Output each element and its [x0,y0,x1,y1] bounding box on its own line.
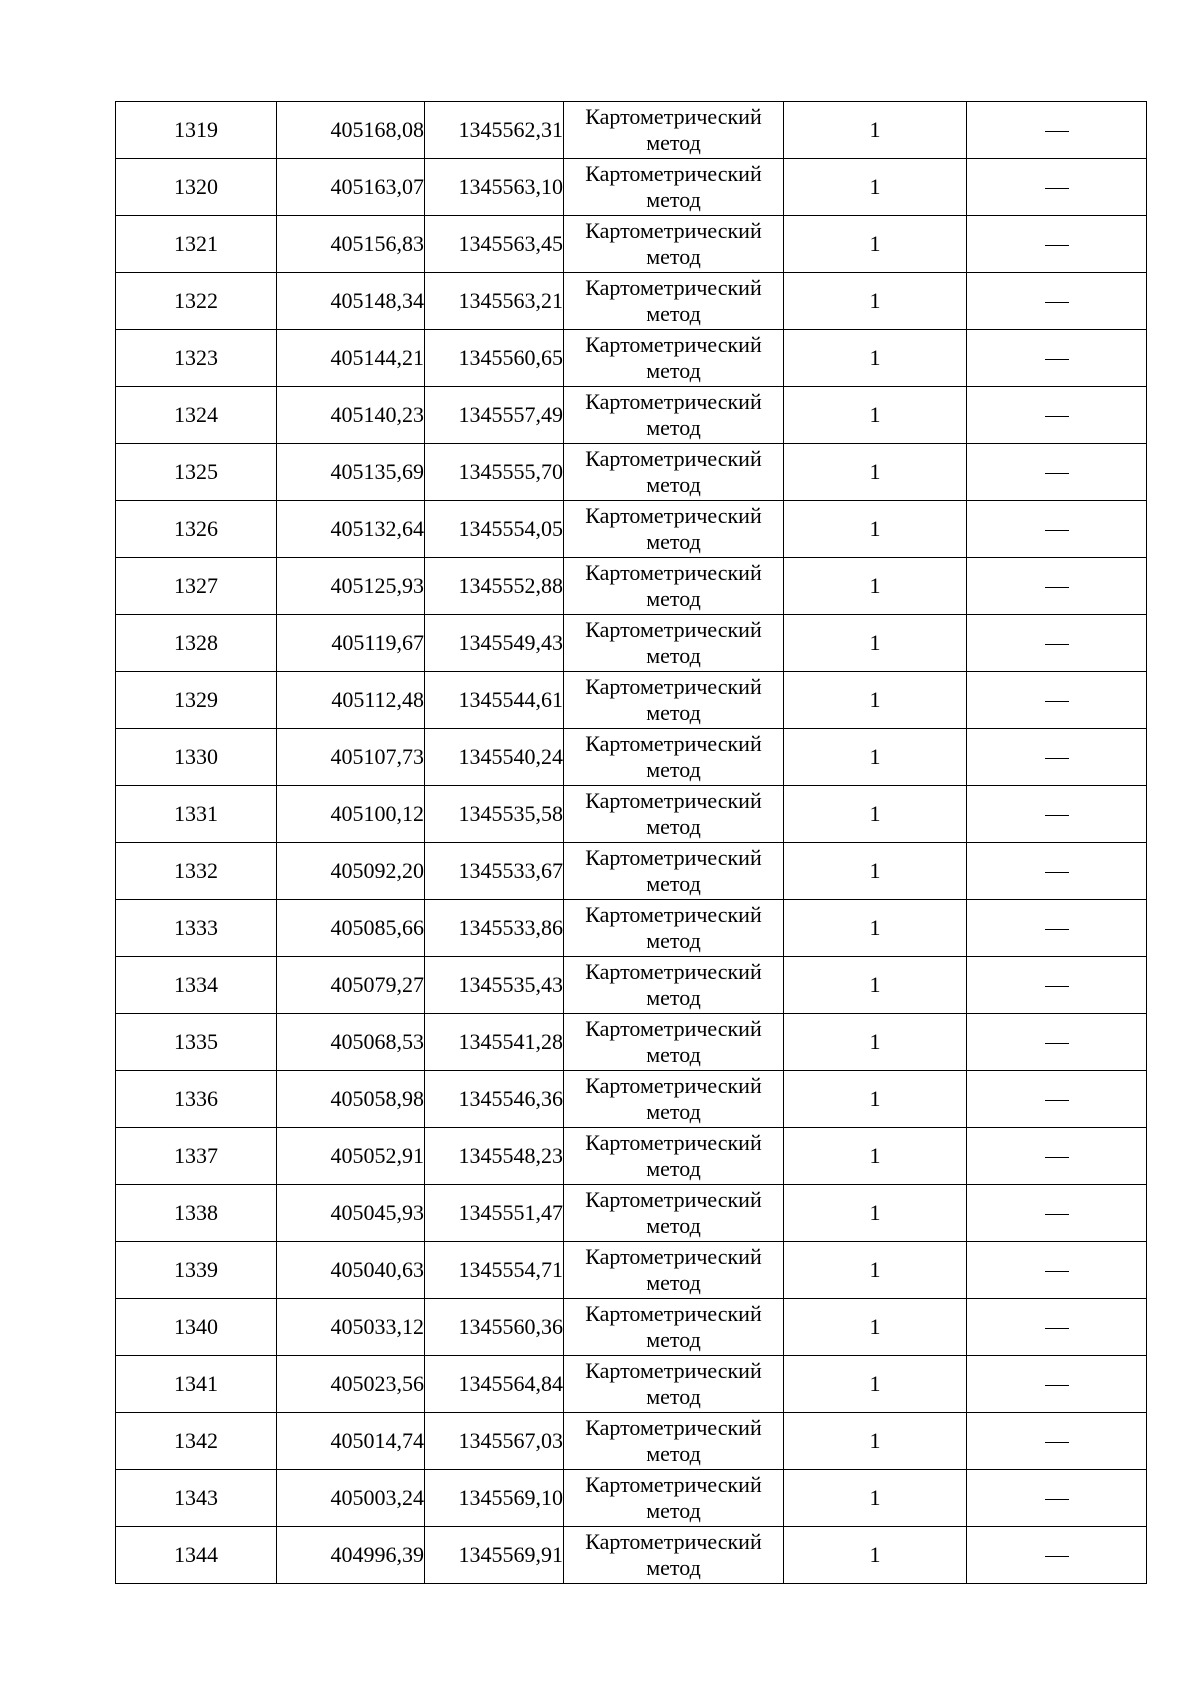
method-line-2: метод [646,1213,701,1238]
table-row [116,387,1147,444]
point-number-cell: 1330 [116,729,277,786]
accuracy-cell: 1 [784,558,967,615]
em-dash [1045,758,1069,759]
method-cell [564,1470,784,1527]
em-dash [1045,1214,1069,1215]
point-number-cell: 1324 [116,387,277,444]
method-line-1: Картометрический [585,104,762,129]
accuracy-cell: 1 [784,216,967,273]
accuracy-cell: 1 [784,102,967,159]
note-cell [967,1242,1147,1299]
note-cell [967,1470,1147,1527]
method-cell [564,1071,784,1128]
em-dash [1045,701,1069,702]
table-row [116,159,1147,216]
method-line-2: метод [646,1384,701,1409]
em-dash [1045,1271,1069,1272]
table-row [116,843,1147,900]
y-coordinate-cell: 1345552,88 [425,558,564,615]
method-line-2: метод [646,301,701,326]
em-dash [1045,473,1069,474]
em-dash [1045,131,1069,132]
method-line-2: метод [646,244,701,269]
method-line-2: метод [646,700,701,725]
method-cell [564,330,784,387]
method-line-1: Картометрический [585,1016,762,1041]
table-row [116,1185,1147,1242]
note-cell [967,900,1147,957]
accuracy-cell: 1 [784,843,967,900]
method-line-1: Картометрический [585,560,762,585]
accuracy-cell: 1 [784,672,967,729]
note-cell [967,387,1147,444]
x-coordinate-cell: 405163,07 [277,159,425,216]
method-line-2: метод [646,1270,701,1295]
point-number-cell: 1334 [116,957,277,1014]
method-line-2: метод [646,757,701,782]
accuracy-cell: 1 [784,615,967,672]
method-line-1: Картометрический [585,389,762,414]
method-line-2: метод [646,130,701,155]
x-coordinate-cell: 405014,74 [277,1413,425,1470]
table-row [116,1299,1147,1356]
x-coordinate-cell: 405125,93 [277,558,425,615]
x-coordinate-cell: 405132,64 [277,501,425,558]
point-number-cell: 1344 [116,1527,277,1584]
accuracy-cell: 1 [784,1014,967,1071]
point-number-cell: 1325 [116,444,277,501]
x-coordinate-cell: 405092,20 [277,843,425,900]
method-line-1: Картометрический [585,1187,762,1212]
point-number-cell: 1319 [116,102,277,159]
method-line-1: Картометрический [585,161,762,186]
method-cell [564,843,784,900]
y-coordinate-cell: 1345554,05 [425,501,564,558]
x-coordinate-cell: 405156,83 [277,216,425,273]
method-cell [564,900,784,957]
table-row [116,1527,1147,1584]
method-line-1: Картометрический [585,959,762,984]
em-dash [1045,1100,1069,1101]
y-coordinate-cell: 1345535,58 [425,786,564,843]
y-coordinate-cell: 1345569,91 [425,1527,564,1584]
method-cell [564,501,784,558]
method-line-1: Картометрический [585,731,762,756]
em-dash [1045,416,1069,417]
method-line-2: метод [646,1327,701,1352]
y-coordinate-cell: 1345557,49 [425,387,564,444]
point-number-cell: 1323 [116,330,277,387]
table-row [116,672,1147,729]
method-line-1: Картометрический [585,332,762,357]
x-coordinate-cell: 405023,56 [277,1356,425,1413]
x-coordinate-cell: 405168,08 [277,102,425,159]
em-dash [1045,188,1069,189]
method-line-2: метод [646,1099,701,1124]
method-line-1: Картометрический [585,1472,762,1497]
note-cell [967,1185,1147,1242]
method-cell [564,1014,784,1071]
table-row [116,1356,1147,1413]
method-cell [564,273,784,330]
table-row [116,729,1147,786]
method-line-1: Картометрический [585,788,762,813]
note-cell [967,501,1147,558]
y-coordinate-cell: 1345563,45 [425,216,564,273]
method-cell [564,1527,784,1584]
coordinates-table-body [116,102,1147,1584]
method-cell [564,957,784,1014]
x-coordinate-cell: 405033,12 [277,1299,425,1356]
note-cell [967,444,1147,501]
point-number-cell: 1333 [116,900,277,957]
point-number-cell: 1343 [116,1470,277,1527]
y-coordinate-cell: 1345560,65 [425,330,564,387]
table-row [116,1242,1147,1299]
note-cell [967,672,1147,729]
method-line-1: Картометрический [585,1529,762,1554]
x-coordinate-cell: 405135,69 [277,444,425,501]
method-line-2: метод [646,187,701,212]
table-row [116,900,1147,957]
method-line-1: Картометрический [585,218,762,243]
method-cell [564,159,784,216]
method-line-2: метод [646,985,701,1010]
note-cell [967,1128,1147,1185]
note-cell [967,558,1147,615]
x-coordinate-cell: 405100,12 [277,786,425,843]
method-line-1: Картометрический [585,1073,762,1098]
em-dash [1045,872,1069,873]
method-cell [564,444,784,501]
point-number-cell: 1336 [116,1071,277,1128]
method-cell [564,1242,784,1299]
method-line-2: метод [646,643,701,668]
table-row [116,1128,1147,1185]
note-cell [967,159,1147,216]
point-number-cell: 1322 [116,273,277,330]
accuracy-cell: 1 [784,387,967,444]
method-line-1: Картометрический [585,1358,762,1383]
note-cell [967,615,1147,672]
method-line-1: Картометрический [585,674,762,699]
note-cell [967,957,1147,1014]
em-dash [1045,1556,1069,1557]
method-cell [564,786,784,843]
y-coordinate-cell: 1345562,31 [425,102,564,159]
point-number-cell: 1328 [116,615,277,672]
table-row [116,444,1147,501]
method-line-2: метод [646,1498,701,1523]
note-cell [967,1527,1147,1584]
table-row [116,1413,1147,1470]
accuracy-cell: 1 [784,729,967,786]
method-line-1: Картометрический [585,902,762,927]
method-line-1: Картометрический [585,275,762,300]
em-dash [1045,1043,1069,1044]
y-coordinate-cell: 1345548,23 [425,1128,564,1185]
table-row [116,1071,1147,1128]
method-line-2: метод [646,928,701,953]
y-coordinate-cell: 1345569,10 [425,1470,564,1527]
note-cell [967,729,1147,786]
x-coordinate-cell: 405119,67 [277,615,425,672]
note-cell [967,1071,1147,1128]
point-number-cell: 1341 [116,1356,277,1413]
y-coordinate-cell: 1345563,10 [425,159,564,216]
method-line-1: Картометрический [585,845,762,870]
x-coordinate-cell: 405148,34 [277,273,425,330]
em-dash [1045,587,1069,588]
point-number-cell: 1327 [116,558,277,615]
em-dash [1045,1157,1069,1158]
point-number-cell: 1338 [116,1185,277,1242]
table-row [116,102,1147,159]
method-cell [564,558,784,615]
point-number-cell: 1321 [116,216,277,273]
y-coordinate-cell: 1345540,24 [425,729,564,786]
method-line-2: метод [646,472,701,497]
accuracy-cell: 1 [784,1185,967,1242]
y-coordinate-cell: 1345544,61 [425,672,564,729]
table-row [116,501,1147,558]
em-dash [1045,1442,1069,1443]
note-cell [967,330,1147,387]
y-coordinate-cell: 1345555,70 [425,444,564,501]
note-cell [967,786,1147,843]
point-number-cell: 1332 [116,843,277,900]
method-cell [564,1185,784,1242]
em-dash [1045,359,1069,360]
y-coordinate-cell: 1345563,21 [425,273,564,330]
note-cell [967,1299,1147,1356]
note-cell [967,1014,1147,1071]
point-number-cell: 1335 [116,1014,277,1071]
method-line-1: Картометрический [585,503,762,528]
accuracy-cell: 1 [784,1071,967,1128]
method-line-1: Картометрический [585,617,762,642]
accuracy-cell: 1 [784,159,967,216]
x-coordinate-cell: 405040,63 [277,1242,425,1299]
em-dash [1045,530,1069,531]
x-coordinate-cell: 405144,21 [277,330,425,387]
method-line-2: метод [646,1156,701,1181]
method-cell [564,1128,784,1185]
method-line-2: метод [646,871,701,896]
table-row [116,615,1147,672]
accuracy-cell: 1 [784,900,967,957]
accuracy-cell: 1 [784,1299,967,1356]
accuracy-cell: 1 [784,1527,967,1584]
x-coordinate-cell: 405045,93 [277,1185,425,1242]
method-line-1: Картометрический [585,1130,762,1155]
y-coordinate-cell: 1345533,86 [425,900,564,957]
method-cell [564,102,784,159]
accuracy-cell: 1 [784,786,967,843]
em-dash [1045,1385,1069,1386]
y-coordinate-cell: 1345564,84 [425,1356,564,1413]
table-row [116,273,1147,330]
x-coordinate-cell: 404996,39 [277,1527,425,1584]
table-row [116,216,1147,273]
point-number-cell: 1339 [116,1242,277,1299]
x-coordinate-cell: 405003,24 [277,1470,425,1527]
x-coordinate-cell: 405058,98 [277,1071,425,1128]
method-cell [564,615,784,672]
table-row [116,1014,1147,1071]
method-cell [564,1413,784,1470]
method-cell [564,216,784,273]
x-coordinate-cell: 405085,66 [277,900,425,957]
y-coordinate-cell: 1345533,67 [425,843,564,900]
table-row [116,558,1147,615]
point-number-cell: 1326 [116,501,277,558]
note-cell [967,102,1147,159]
note-cell [967,273,1147,330]
method-line-2: метод [646,1042,701,1067]
accuracy-cell: 1 [784,444,967,501]
method-line-2: метод [646,529,701,554]
accuracy-cell: 1 [784,1470,967,1527]
coordinates-table [115,101,1147,1584]
note-cell [967,1356,1147,1413]
method-cell [564,1299,784,1356]
note-cell [967,843,1147,900]
note-cell [967,216,1147,273]
method-line-2: метод [646,586,701,611]
method-cell [564,1356,784,1413]
method-line-1: Картометрический [585,1244,762,1269]
method-cell [564,729,784,786]
y-coordinate-cell: 1345549,43 [425,615,564,672]
em-dash [1045,644,1069,645]
method-line-2: метод [646,1441,701,1466]
accuracy-cell: 1 [784,330,967,387]
method-line-2: метод [646,814,701,839]
accuracy-cell: 1 [784,957,967,1014]
x-coordinate-cell: 405068,53 [277,1014,425,1071]
x-coordinate-cell: 405107,73 [277,729,425,786]
point-number-cell: 1329 [116,672,277,729]
x-coordinate-cell: 405052,91 [277,1128,425,1185]
em-dash [1045,986,1069,987]
method-line-2: метод [646,415,701,440]
method-line-2: метод [646,358,701,383]
point-number-cell: 1331 [116,786,277,843]
point-number-cell: 1340 [116,1299,277,1356]
table-row [116,1470,1147,1527]
x-coordinate-cell: 405079,27 [277,957,425,1014]
em-dash [1045,302,1069,303]
point-number-cell: 1320 [116,159,277,216]
method-cell [564,672,784,729]
em-dash [1045,815,1069,816]
em-dash [1045,929,1069,930]
point-number-cell: 1342 [116,1413,277,1470]
accuracy-cell: 1 [784,1128,967,1185]
point-number-cell: 1337 [116,1128,277,1185]
y-coordinate-cell: 1345546,36 [425,1071,564,1128]
accuracy-cell: 1 [784,501,967,558]
x-coordinate-cell: 405140,23 [277,387,425,444]
table-row [116,957,1147,1014]
method-line-1: Картометрический [585,1301,762,1326]
accuracy-cell: 1 [784,1242,967,1299]
method-line-1: Картометрический [585,1415,762,1440]
y-coordinate-cell: 1345535,43 [425,957,564,1014]
method-cell [564,387,784,444]
em-dash [1045,245,1069,246]
y-coordinate-cell: 1345551,47 [425,1185,564,1242]
method-line-1: Картометрический [585,446,762,471]
y-coordinate-cell: 1345541,28 [425,1014,564,1071]
accuracy-cell: 1 [784,1413,967,1470]
y-coordinate-cell: 1345560,36 [425,1299,564,1356]
note-cell [967,1413,1147,1470]
x-coordinate-cell: 405112,48 [277,672,425,729]
table-row [116,786,1147,843]
y-coordinate-cell: 1345567,03 [425,1413,564,1470]
em-dash [1045,1499,1069,1500]
method-line-2: метод [646,1555,701,1580]
em-dash [1045,1328,1069,1329]
accuracy-cell: 1 [784,273,967,330]
y-coordinate-cell: 1345554,71 [425,1242,564,1299]
accuracy-cell: 1 [784,1356,967,1413]
table-row [116,330,1147,387]
